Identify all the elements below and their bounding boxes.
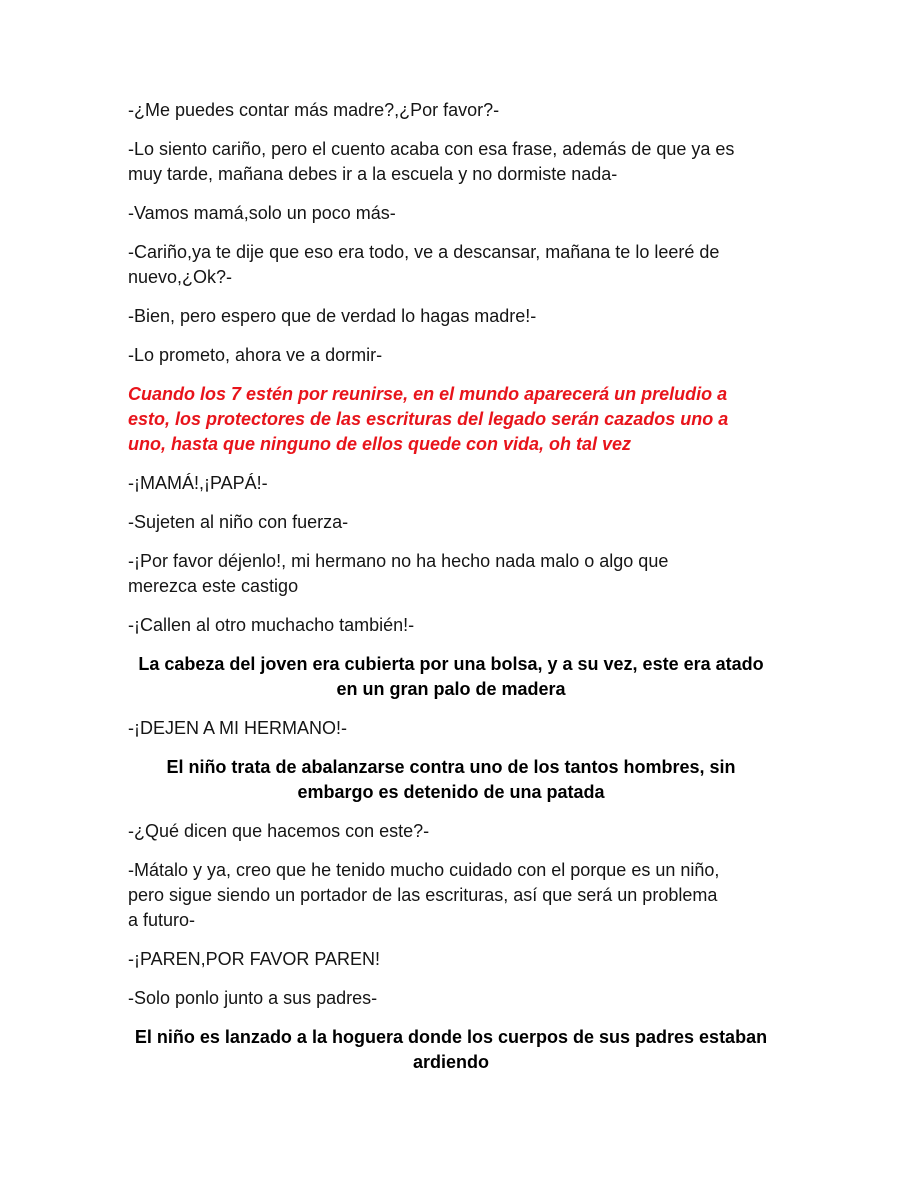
dialog-line [128, 304, 774, 329]
dialog-line [128, 716, 774, 741]
text-line: -¿Qué dicen que hacemos con este?- [128, 821, 430, 841]
text-line: pero sigue siendo un portador de las escrituras, así que será un problema [128, 885, 718, 905]
text-line: -Cariño,ya te dije que eso era todo, ve a descansar, mañana te lo leeré de [128, 242, 720, 262]
story-text [128, 98, 774, 1075]
text-line: uno, hasta que ninguno de ellos quede con vida, oh tal vez [128, 434, 632, 454]
text-line: Cuando los 7 estén por reunirse, en el mundo aparecerá un preludio a [128, 384, 728, 404]
dialog-line [128, 819, 774, 844]
text-line: -Lo siento cariño, pero el cuento acaba con esa frase, además de que ya es [128, 139, 735, 159]
dialog-line [128, 947, 774, 972]
text-line: -Solo ponlo junto a sus padres- [128, 988, 378, 1008]
text-line: -Lo prometo, ahora ve a dormir- [128, 345, 383, 365]
prophecy-paragraph [128, 382, 774, 457]
text-line: nuevo,¿Ok?- [128, 267, 233, 287]
text-line: -Bien, pero espero que de verdad lo hagas madre!- [128, 306, 537, 326]
text-line: -¡Por favor déjenlo!, mi hermano no ha hecho nada malo o algo que [128, 551, 669, 571]
narration-paragraph [128, 755, 774, 805]
dialog-line [128, 201, 774, 226]
text-line: El niño es lanzado a la hoguera donde los cuerpos de sus padres estaban [134, 1027, 768, 1047]
text-line: a futuro- [128, 910, 196, 930]
text-line: -Vamos mamá,solo un poco más- [128, 203, 396, 223]
text-line: esto, los protectores de las escrituras del legado serán cazados uno a [128, 409, 729, 429]
text-line: -Sujeten al niño con fuerza- [128, 512, 349, 532]
dialog-line [128, 510, 774, 535]
text-line: embargo es detenido de una patada [297, 782, 605, 802]
dialog-line [128, 858, 774, 933]
text-line: -¡DEJEN A MI HERMANO!- [128, 718, 348, 738]
text-line: ardiendo [412, 1052, 489, 1072]
dialog-line [128, 343, 774, 368]
text-line: merezca este castigo [128, 576, 299, 596]
dialog-line [128, 549, 774, 599]
text-line: en un gran palo de madera [336, 679, 566, 699]
text-line: -¡MAMÁ!,¡PAPÁ!- [128, 473, 268, 493]
dialog-line [128, 986, 774, 1011]
narration-paragraph [128, 1025, 774, 1075]
text-line: -¡PAREN,POR FAVOR PAREN! [128, 949, 381, 969]
text-line: El niño trata de abalanzarse contra uno de los tantos hombres, sin [166, 757, 736, 777]
dialog-line [128, 98, 774, 123]
text-line: muy tarde, mañana debes ir a la escuela y no dormiste nada- [128, 164, 618, 184]
text-line: La cabeza del joven era cubierta por una bolsa, y a su vez, este era atado [138, 654, 764, 674]
dialog-line [128, 613, 774, 638]
text-line: -Mátalo y ya, creo que he tenido mucho cuidado con el porque es un niño, [128, 860, 720, 880]
dialog-line [128, 471, 774, 496]
text-line: -¡Callen al otro muchacho también!- [128, 615, 415, 635]
narration-paragraph [128, 652, 774, 702]
text-line: -¿Me puedes contar más madre?,¿Por favor?- [128, 100, 500, 120]
dialog-line [128, 137, 774, 187]
dialog-line [128, 240, 774, 290]
